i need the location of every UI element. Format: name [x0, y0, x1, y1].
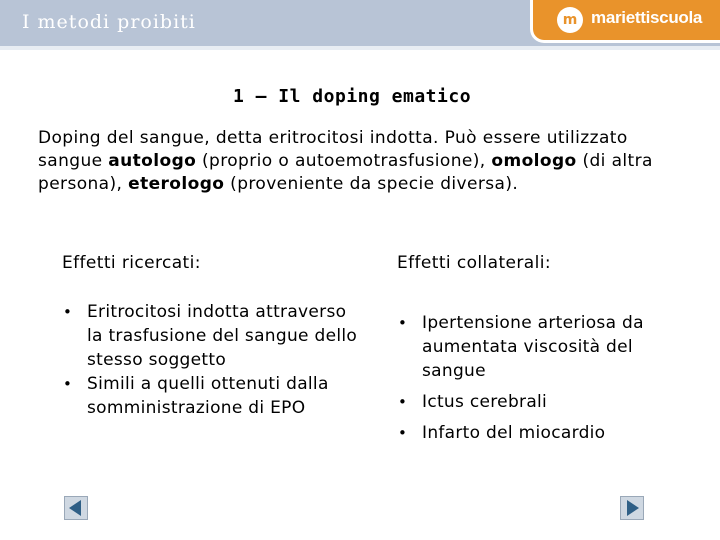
text-run: Doping del sangue, detta eritrocitosi indotta. Può essere utilizzato sangue: [38, 128, 628, 171]
list-item: • Ictus cerebrali: [395, 390, 695, 414]
triangle-left-icon: [65, 497, 87, 519]
list-item: • Eritrocitosi indotta attraverso la trasfusione del sangue dello stesso soggetto: [60, 300, 360, 372]
text-run: (proprio o autoemotrasfusione),: [196, 151, 492, 171]
bold-term: eterologo: [128, 174, 225, 194]
side-effects-list: [395, 311, 695, 452]
list-item: • Simili a quelli ottenuti dalla somministrazione di EPO: [60, 372, 360, 420]
bold-term: autologo: [108, 151, 197, 171]
header-divider: [0, 46, 720, 50]
sought-effects-list: [60, 300, 360, 420]
text-run: (proveniente da specie diversa).: [224, 174, 519, 194]
publisher-logo: [530, 0, 720, 43]
slide-title: 1 – Il doping ematico: [232, 86, 472, 107]
text-run: (di altra persona),: [38, 151, 653, 194]
logo-mark-icon: m: [557, 7, 583, 33]
bold-term: omologo: [491, 151, 577, 171]
left-column-heading: Effetti ricercati:: [62, 253, 201, 273]
right-column-heading: Effetti collaterali:: [397, 253, 551, 273]
triangle-right-icon: [621, 497, 643, 519]
list-item: • Ipertensione arteriosa da aumentata viscosità del sangue: [395, 311, 695, 383]
next-slide-button[interactable]: [620, 496, 644, 520]
logo-text: mariettiscuola: [591, 8, 703, 27]
header-title: I metodi proibiti: [22, 11, 196, 33]
previous-slide-button[interactable]: [64, 496, 88, 520]
list-item: • Infarto del miocardio: [395, 421, 695, 445]
intro-paragraph: [38, 127, 688, 196]
